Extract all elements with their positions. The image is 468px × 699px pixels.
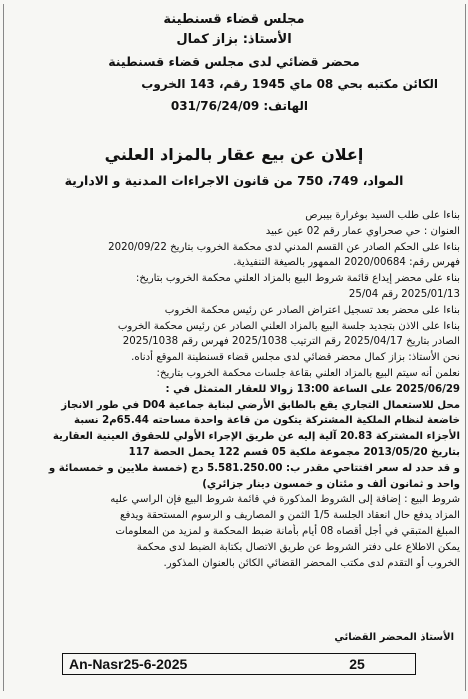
- body-line: الصادر بتاريخ 2025/04/17 رقم الترتيب 2025/1038 فهرس رقم 2025/1038: [122, 336, 460, 348]
- body-line: شروط البيع : إضافة إلى الشروط المذكورة في قائمة شروط البيع فإن الراسي عليه: [110, 494, 460, 506]
- header-council: مجلس قضاء قسنطينة: [163, 12, 305, 27]
- body-line: محل للاستعمال التجاري يقع بالطابق الأرضي لبناية جماعية D04 في طور الانجاز: [61, 399, 460, 411]
- signature: الأستاذ المحضر القضائي: [334, 632, 454, 643]
- body-line: 2025/01/13 رقم 25/04: [348, 288, 460, 300]
- body-line: العنوان : حي صحراوي عمار رقم 02 عين عبيد: [265, 225, 460, 237]
- body-line: المبلغ المتبقي في أجل أقصاه 08 أيام بأمانة ضبط المحكمة و لمزيد من المعلومات: [115, 525, 460, 537]
- notice-title: إعلان عن بيع عقار بالمزاد العلني: [104, 145, 364, 164]
- body-line: و قد حدد له سعر افتتاحي مقدر ب: 5.581.250.00 دج (خمسة ملايين و خمسمائة و: [48, 462, 460, 474]
- body-line: الخروب أو التقدم لدى مكتب المحضر القضائي الكائن بالعنوان المذكور.: [163, 557, 460, 569]
- body-line: بناء على محضر إيداع قائمة شروط البيع بالمزاد العلني محكمة الخروب بتاريخ:: [135, 273, 460, 285]
- body-line: بناءا على الحكم الصادر عن القسم المدني لدى محكمة الخروب بتاريخ 2020/09/22: [108, 241, 460, 253]
- page-border-left: [3, 4, 4, 691]
- body-line: واحد و ثمانون ألف و مئتان و خمسون دينار جزائري): [202, 478, 460, 490]
- footer-source: An-Nasr25-6-2025: [69, 656, 188, 672]
- body-line: يمكن الاطلاع على دفتر الشروط عن طريق الاتصال بكتابة الضبط لدى محكمة: [136, 541, 460, 553]
- body-line: فهرس رقم: 2020/00684 الممهور بالصيغة التنفيذية.: [233, 257, 460, 269]
- body-line: بتاريخ 2013/05/20 مجموعة ملكية 05 قسم 122 يحمل الحصة 117: [128, 446, 460, 458]
- newspaper-footer: [62, 653, 416, 675]
- page-border-right: [465, 4, 466, 691]
- header-address: الكائن مكتبه بحي 08 ماي 1945 رقم، 143 الخروب: [141, 77, 438, 91]
- body-line: بناءا على الاذن بتجديد جلسة البيع بالمزاد العلني الصادر عن رئيس محكمة الخروب: [117, 320, 460, 332]
- body-line: نعلمن أنه سيتم البيع بالمزاد العلني بقاعة جلسات محكمة الخروب بتاريخ:: [156, 367, 460, 379]
- header-bailiff-title: محضر قضائي لدى مجلس قضاء قسنطينة: [108, 54, 360, 69]
- body-line: 2025/06/29 على الساعة 13:00 زوالا للعقار المتمثل في :: [165, 383, 460, 395]
- body-line: خاضعة لنظام الملكية المشتركة يتكون من قاعة واحدة مساحته 65.44م2 نسبة: [74, 415, 460, 427]
- body-line: المزاد يدفع حال انعقاد الجلسة 1/5 الثمن و المصاريف و الرسوم المستحقة ويدفع: [120, 510, 460, 522]
- body-line: الأجزاء المشتركة 20.83 آلية إليه عن طريق الإجراء الأولي للحقوق العينية العقارية: [52, 431, 460, 443]
- header-bailiff-name: الأستاذ: بزاز كمال: [176, 32, 292, 47]
- body-line: بناءا على محضر بعد تسجيل اعتراض الصادر عن رئيس محكمة الخروب: [164, 304, 460, 316]
- body-line: نحن الأستاذ: بزاز كمال محضر قضائي لدى مجلس قضاء قسنطينة الموقع أدناه.: [131, 352, 460, 364]
- notice-body: [8, 208, 460, 571]
- footer-page-number: 25: [349, 656, 365, 672]
- header-phone: الهاتف: 031/76/24/09: [170, 99, 308, 113]
- body-line: بناءا على طلب السيد بوغرارة بيبرص: [305, 210, 460, 221]
- notice-subtitle: المواد، 749، 750 من قانون الاجراءات المدنية و الادارية: [64, 173, 404, 188]
